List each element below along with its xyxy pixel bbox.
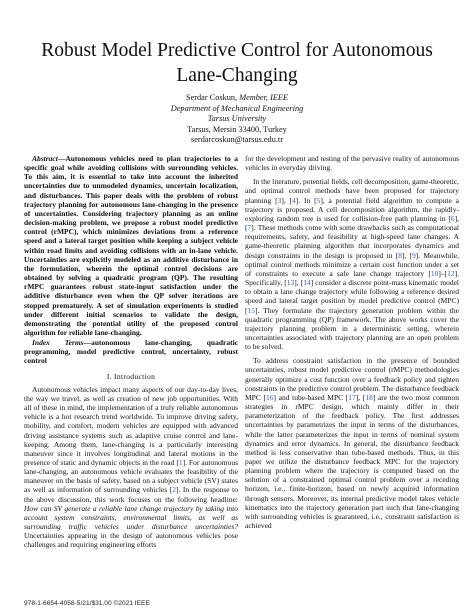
author-block [87, 93, 387, 146]
left-column [24, 154, 238, 550]
citation-link[interactable]: 1 [178, 458, 183, 467]
body-text: ]. These methods come with some drawbacks such as computational requirements, safety, and feasibility at high-speed lane changes. A game-theoretic planning algorithm that incorporates dynamics and design constraints in the design is proposed in [ [245, 223, 459, 260]
author-line [87, 93, 387, 104]
continued-paragraph: for the development and testing of the pervasive reality of autonomous vehicles in everyday driving. [245, 154, 459, 173]
body-text: ]. They formulate the trajectory generation problem within the quadratic programming (QP) framework. The above works cover the trajectory planning problem in a deterministic setting, wherein uncertainties associated with trajectory planning are an open problem to be solved. [245, 305, 459, 352]
body-text: To address constraint satisfaction in the presence of bounded uncertainties, robust model predictive control (rMPC) methodologies generally optimize a cost function over a feedback policy and tighten constraints in the predictive control problem. The disturbance feedback MPC [ [245, 356, 459, 402]
citation-link[interactable]: 14 [303, 278, 311, 288]
body-text: ] consider a discrete point-mass kinematic model to obtain a lane change trajectory while following a reference desired speed and lateral target position by model predictive control (MPC) [ [245, 278, 459, 315]
citation-link[interactable]: 15 [247, 305, 255, 315]
intro-text: Uncertainties appearing in the design of autonomous vehicles pose challenges and requiring engineering efforts [24, 531, 238, 550]
author-address: Tarsus, Mersin 33400, Turkey [187, 124, 287, 134]
index-terms-text: —autonomous lane-changing, quadratic programming, model predictive control, uncertainty, robust control [24, 338, 239, 366]
literature-paragraph [245, 177, 459, 351]
citation-link[interactable]: 18 [365, 392, 373, 402]
author-email: serdarcoskun@tarsus.edu.tr [191, 135, 283, 144]
citation-link[interactable]: 13 [286, 278, 295, 288]
body-text: ] are the two most common strategies in rMPC design, which mainly differ in their parameterization of the feedback policy. The first addresses uncertainties by parametrizes the input in terms of the disturbances, while the latter parameterizes the input in terms of nominal system dynamics and error dynamics. In general, the disturbance feedback method is less conservative than tube-based methods. Thus, in this paper we utilize the disturbance feedback MPC for the trajectory planning problem where the trajectory is computed based on the solution of a constrained optimal control problem over a receding horizon, i.e., finite-horizon, based on newly acquired information through sensors. Moreover, its internal predictive model takes vehicle kinematics into the trajectory generation part such that lane-changing with surrounding vehicles is guaranteed, i.e., constraint satisfaction is achieved [245, 392, 459, 531]
body-text: ], [ [245, 213, 459, 233]
citation-link[interactable]: 5 [316, 195, 321, 205]
intro-paragraph-1 [24, 385, 238, 550]
body-text: ], a potential field algorithm to compute a trajectory is proposed. A cell decomposition algorithm, the rapidly-exploring random tree is used for collision-free path planning in [ [245, 195, 459, 223]
citation-link[interactable]: 10 [430, 268, 439, 278]
body-text: ]. Specifically, [ [245, 268, 459, 288]
body-text: ], [ [355, 392, 366, 402]
index-terms-label: Index Terms [32, 338, 84, 348]
body-text: ], [ [281, 195, 293, 205]
intro-text: ]. For autonomous lane-changing, an autonomous vehicle evaluates the feasibility of the maneuver on the basis of safety, based on a subject vehicle (SV) states as well as information of surrounding vehicles [ [24, 458, 238, 495]
citation-link[interactable]: 8 [398, 250, 402, 260]
citation-link[interactable]: 3 [277, 195, 282, 205]
intro-text: ]. In the response to the above discussion, this work focuses on the following headline: [24, 485, 238, 504]
author-department: Department of Mechanical Engineering [170, 103, 304, 113]
paper-title: Robust Model Predictive Control for Autonomous Lane-Changing [41, 40, 433, 86]
citation-link[interactable]: 12 [447, 268, 455, 278]
citation-link[interactable]: 16 [266, 392, 274, 402]
right-column [245, 154, 459, 530]
citation-link[interactable]: 6 [450, 213, 455, 223]
body-text: In the literature, potential fields, cell decomposition, game-theoretic, and optimal control methods have been proposed for trajectory planning [ [245, 177, 459, 205]
citation-link[interactable]: 7 [247, 223, 252, 233]
index-terms-paragraph [24, 338, 238, 365]
rmpc-paragraph [245, 356, 459, 530]
body-text: ]. Meanwhile, optimal control methods minimize a certain cost function under a set of constraints to execute a safe lane change trajectory [ [245, 250, 459, 278]
body-text: ]–[ [438, 268, 448, 278]
citation-link[interactable]: 4 [292, 195, 296, 205]
abstract-text: —Autonomous vehicles need to plan trajectories to a specific goal while avoiding collisions with surrounding vehicles. To this aim, it is essential to take into account the inherited uncertainties due to unmodeled dynamics, uncertain localization, and disturbances. This paper deals with the problem of robust trajectory planning for autonomous lane-changing in the presence of uncertainties. Considering trajectory planning as an online decision-making problem, we propose a robust model predictive control (rMPC), which minimizes deviations from a reference speed and a lateral target position while keeping a subject vehicle within road limits and avoiding collisions with an in-lane vehicle. Uncertainties are explicitly modeled as an additive disturbance in the formulation, wherein the optimal control decisions are obtained by solving a quadratic program (QP). The resulting rMPC guarantees robust state-input satisfaction under the additive disturbance even when the QP solver iterations are stopped prematurely. A set of simulation experiments is studied under different initial scenarios to validate the design, demonstrating the potential utility of the proposed control algorithm for reliable lane-changing. [24, 154, 238, 337]
copyright-notice: 978-1-6654-4058-5/21/$31.00 ©2021 IEEE [24, 600, 150, 607]
body-text: ] and tube-based MPC [ [273, 392, 349, 402]
abstract-paragraph [24, 154, 238, 337]
author-role: Member, IEEE [239, 93, 289, 102]
citation-link[interactable]: 2 [172, 485, 176, 495]
section-heading-introduction: I. Introduction [106, 371, 156, 381]
body-text: ], [ [294, 278, 304, 288]
body-text: ], [ [401, 250, 413, 260]
citation-link[interactable]: 9 [412, 250, 416, 260]
citation-link[interactable]: 17 [348, 392, 356, 402]
abstract-label: Abstract [32, 154, 58, 163]
research-question: How can SV generate a reliable lane change trajectory by taking into account system constraints, environmental limits, as well as surrounding traffic vehicles under disturbance uncertainties? [24, 503, 238, 532]
body-text: ]. In [ [295, 195, 317, 205]
author-university: Tarsus University [207, 114, 267, 123]
author-name: Serdar Coskun, [185, 93, 238, 102]
intro-text: Autonomous vehicles impact many aspects of our day-to-day lives, the way we travel, as well as creation of new job opportunities. With all of these in mind, the implementation of a truly reliable autonomous vehicle is a hot research trend worldwide. To improve driving safety, mobility, and comfort, modern vehicles are equipped with advanced driving assistance systems such as adaptive cruise control and lane-keeping. Among them, lane-changing is a particularly interesting maneuver since it involves longitudinal and lateral motions in the presence of static and dynamic objects in the road [ [24, 384, 238, 467]
